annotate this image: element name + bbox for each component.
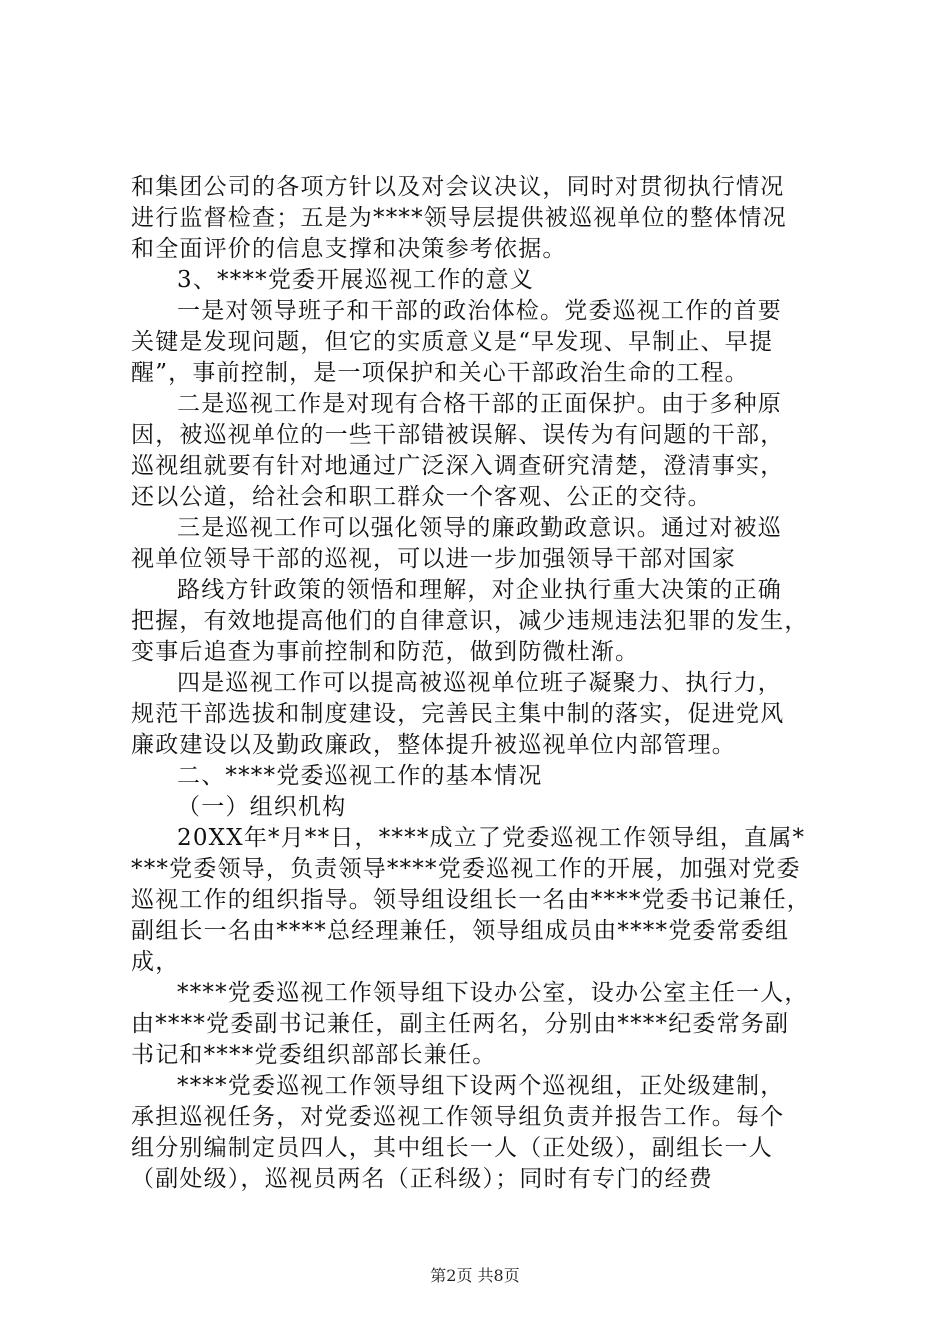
text-line: 进行监督检查；五是为****领导层提供被巡视单位的整体情况 — [131, 205, 787, 231]
text-line: （一）组织机构 — [177, 794, 347, 820]
text-line: 一是对领导班子和干部的政治体检。党委巡视工作的首要 — [177, 298, 782, 324]
text-line: 还以公道，给社会和职工群众一个客观、公正的交待。 — [131, 484, 712, 510]
text-line: 三是巡视工作可以强化领导的廉政勤政意识。通过对被巡 — [177, 515, 782, 541]
text-line: 承担巡视任务，对党委巡视工作领导组负责并报告工作。每个 — [131, 1104, 785, 1130]
text-line: 由****党委副书记兼任，副主任两名，分别由****纪委常务副 — [131, 1011, 790, 1037]
text-line: 因，被巡视单位的一些干部错被误解、误传为有问题的干部， — [131, 422, 785, 448]
text-line: 视单位领导干部的巡视，可以进一步加强领导干部对国家 — [131, 546, 736, 572]
text-line: ****党委巡视工作领导组下设办公室，设办公室主任一人， — [177, 980, 809, 1006]
text-line: 巡视工作的组织指导。领导组设组长一名由****党委书记兼任， — [131, 887, 811, 913]
text-line: 四是巡视工作可以提高被巡视单位班子凝聚力、执行力， — [177, 670, 782, 696]
text-line: 3、****党委开展巡视工作的意义 — [177, 267, 535, 293]
text-line: 20XX年*月**日，****成立了党委巡视工作领导组，直属* — [177, 825, 806, 851]
text-line: ***党委领导，负责领导****党委巡视工作的开展，加强对党委 — [131, 856, 801, 882]
text-line: ****党委巡视工作领导组下设两个巡视组，正处级建制， — [177, 1073, 785, 1099]
text-line: 和集团公司的各项方针以及对会议决议，同时对贯彻执行情况 — [131, 174, 785, 200]
page-footer: 第2页 共8页 — [430, 1266, 520, 1285]
body-text — [131, 172, 831, 1195]
text-line: （副处级），巡视员两名（正科级）；同时有专门的经费 — [131, 1166, 713, 1192]
text-line: 廉政建设以及勤政廉政，整体提升被巡视单位内部管理。 — [131, 732, 736, 758]
text-line: 和全面评价的信息支撑和决策参考依据。 — [131, 236, 567, 262]
text-line: 变事后追查为事前控制和防范，做到防微杜渐。 — [131, 639, 640, 665]
text-line: 关键是发现问题，但它的实质意义是“早发现、早制止、早提 — [131, 329, 774, 355]
text-line: 路线方针政策的领悟和理解，对企业执行重大决策的正确 — [177, 577, 782, 603]
text-line: 组分别编制定员四人，其中组长一人（正处级），副组长一人 — [131, 1135, 773, 1161]
text-line: 二、****党委巡视工作的基本情况 — [177, 763, 543, 789]
text-line: 醒”，事前控制，是一项保护和关心干部政治生命的工程。 — [131, 360, 749, 386]
text-line: 二是巡视工作是对现有合格干部的正面保护。由于多种原 — [177, 391, 782, 417]
text-line: 把握，有效地提高他们的自律意识，减少违规违法犯罪的发生， — [131, 608, 809, 634]
text-line: 规范干部选拔和制度建设，完善民主集中制的落实，促进党风 — [131, 701, 785, 727]
text-line: 成， — [131, 949, 180, 975]
text-line: 副组长一名由****总经理兼任，领导组成员由****党委常委组 — [131, 918, 790, 944]
text-line: 巡视组就要有针对地通过广泛深入调查研究清楚，澄清事实， — [131, 453, 785, 479]
text-line: 书记和****党委组织部部长兼任。 — [131, 1042, 497, 1068]
